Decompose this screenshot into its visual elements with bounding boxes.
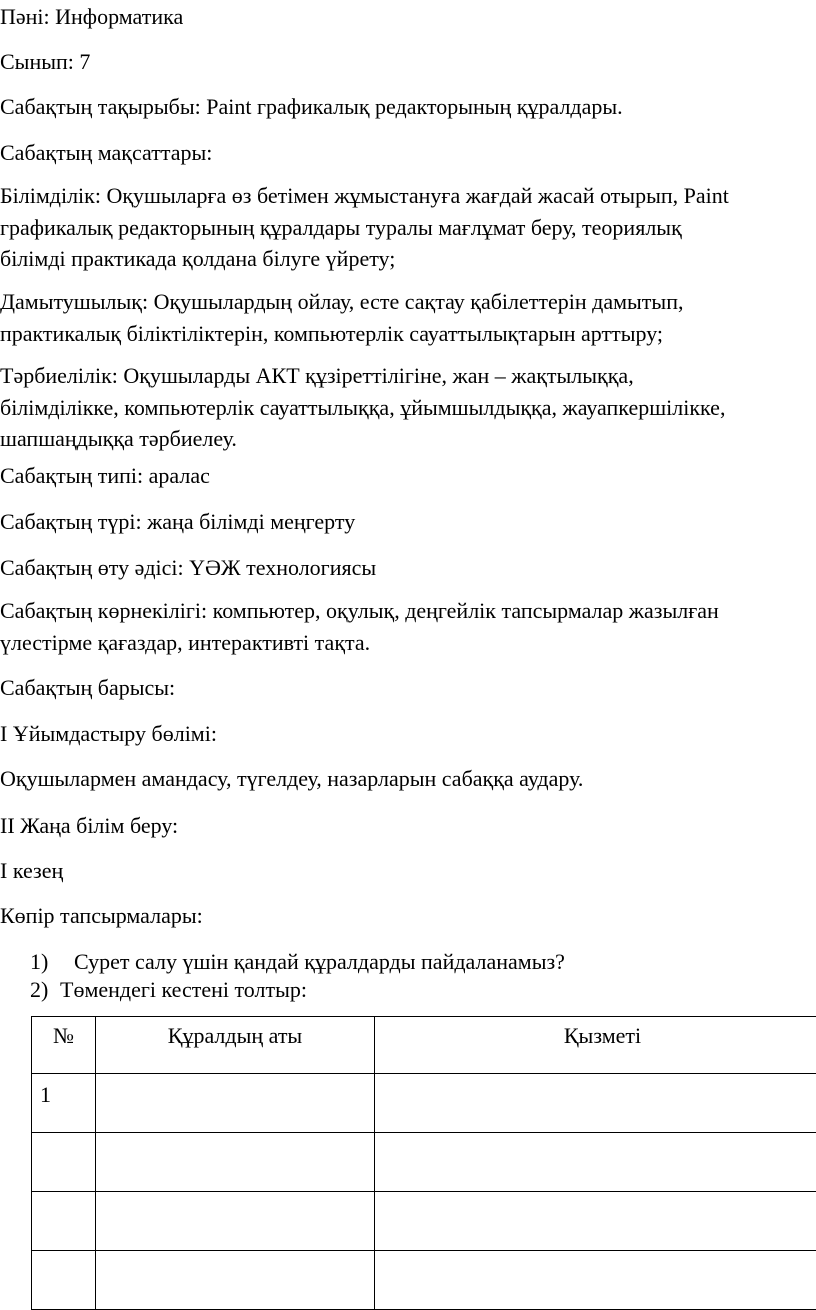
task-text: Сурет салу үшін қандай құралдарды пайдаланамыз?	[74, 946, 565, 978]
visual-aids-line: үлестірме қағаздар, интерактивті тақта.	[0, 627, 816, 659]
aim-upbringing-line: Тәрбиелілік: Оқушыларды АКТ құзіреттілігіне, жан – жақтылыққа,	[0, 360, 816, 392]
table-row	[32, 1192, 816, 1251]
progress-title: Сабақтың барысы:	[0, 672, 816, 704]
aims-title: Сабақтың мақсаттары:	[0, 137, 816, 169]
lesson-visual-aids	[0, 595, 816, 658]
aim-educational-line: Білімділік: Оқушыларға өз бетімен жұмыстануға жағдай жасай отырып, Paint	[0, 180, 816, 212]
table-cell	[32, 1192, 96, 1251]
topic-line: Сабақтың тақырыбы: Paint графикалық редакторының құралдары.	[0, 91, 816, 123]
table-cell	[375, 1192, 816, 1251]
bridge-tasks-title: Көпір тапсырмалары:	[0, 900, 816, 932]
table-header-row	[32, 1017, 816, 1074]
header-tool-name: Құралдың аты	[96, 1017, 375, 1074]
stage1-label: І кезең	[0, 855, 816, 887]
tools-table	[31, 1016, 816, 1310]
aim-developmental-line: Дамытушылық: Оқушылардың ойлау, есте сақтау қабілеттерін дамытып,	[0, 286, 816, 318]
aim-educational-line: білімді практикада қолдана білуге үйрету;	[0, 243, 816, 275]
aim-upbringing-line: білімділікке, компьютерлік сауаттылыққа, ұйымшылдыққа, жауапкершілікке,	[0, 392, 816, 424]
table-cell	[32, 1133, 96, 1192]
table-cell	[96, 1133, 375, 1192]
table-cell	[96, 1251, 375, 1310]
task-number: 1)	[30, 946, 48, 978]
grade-line: Сынып: 7	[0, 46, 816, 78]
table-row	[32, 1251, 816, 1310]
header-number: №	[32, 1017, 96, 1074]
table-cell	[375, 1074, 816, 1133]
aim-developmental-line: практикалық біліктіліктерін, компьютерлік сауаттылықтарын арттыру;	[0, 318, 816, 350]
lesson-method: Сабақтың өту әдісі: ҮӘЖ технологиясы	[0, 552, 816, 584]
table-cell	[375, 1251, 816, 1310]
table-row	[32, 1133, 816, 1192]
part2-title: ІІ Жаңа білім беру:	[0, 810, 816, 842]
aim-developmental	[0, 286, 816, 349]
aim-upbringing	[0, 360, 816, 455]
table-cell	[96, 1192, 375, 1251]
aim-educational	[0, 180, 816, 275]
lesson-type: Сабақтың типі: аралас	[0, 460, 816, 492]
table-cell	[32, 1251, 96, 1310]
header-function: Қызметі	[375, 1017, 816, 1074]
task-text: Төмендегі кестені толтыр:	[60, 974, 307, 1006]
table-cell	[96, 1074, 375, 1133]
table-cell	[375, 1133, 816, 1192]
lesson-kind: Сабақтың түрі: жаңа білімді меңгерту	[0, 506, 816, 538]
task-number: 2)	[30, 974, 48, 1006]
table-cell: 1	[32, 1074, 96, 1133]
part1-title: І Ұйымдастыру бөлімі:	[0, 718, 816, 750]
part1-text: Оқушылармен амандасу, түгелдеу, назарларын сабаққа аудару.	[0, 763, 816, 795]
table-row	[32, 1074, 816, 1133]
aim-educational-line: графикалық редакторының құралдары туралы мағлұмат беру, теориялық	[0, 212, 816, 244]
visual-aids-line: Сабақтың көрнекілігі: компьютер, оқулық, деңгейлік тапсырмалар жазылған	[0, 595, 816, 627]
aim-upbringing-line: шапшаңдыққа тәрбиелеу.	[0, 423, 816, 455]
subject-line: Пәні: Информатика	[0, 1, 816, 33]
